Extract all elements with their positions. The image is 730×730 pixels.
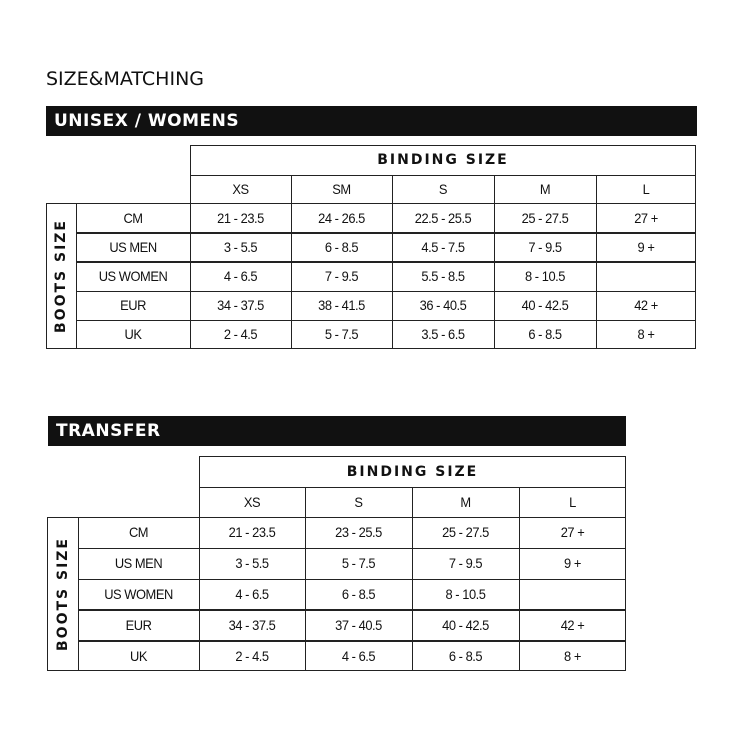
row-label-eur: EUR [125,616,152,633]
table-cell: 27 + [560,524,585,541]
row-label-eur: EUR [120,297,146,314]
grid-line [199,456,200,517]
table-cell [600,261,692,290]
table-cell: 6 - 8.5 [324,238,359,255]
table-cell: 4 - 6.5 [223,267,258,284]
table-cell: 3 - 5.5 [223,238,258,255]
grid-line [76,291,696,292]
table-cell: 2 - 4.5 [223,326,258,343]
page-heading: SIZE&MATCHING [46,68,205,90]
column-header-s: S [438,181,448,197]
table-cell: 6 - 8.5 [528,326,562,343]
table-cell: 7 - 9.5 [324,267,359,284]
grid-line [199,517,200,671]
table-cell: 6 - 8.5 [341,585,376,602]
grid-line [625,456,626,671]
grid-line [78,517,79,671]
table-cell: 34 - 37.5 [217,297,264,314]
table-cell: 25 - 27.5 [442,524,489,541]
grid-line [47,517,48,671]
column-header-m: M [539,181,551,197]
row-label-uk: UK [124,326,142,343]
grid-line [695,145,696,349]
grid-line [199,456,626,457]
column-header-xs: XS [232,181,249,197]
grid-line [76,232,696,233]
table-cell: 42 + [560,616,585,633]
table-cell: 8 + [637,326,655,343]
table-cell: 3 - 5.5 [235,555,269,572]
table-cell: 24 - 26.5 [318,209,365,226]
grid-line [190,145,191,203]
table-cell: 21 - 23.5 [217,209,264,226]
table-cell: 22.5 - 25.5 [414,209,472,226]
grid-line [46,203,47,349]
table-cell: 7 - 9.5 [448,555,483,572]
column-header-l: L [569,494,576,510]
table-cell: 5 - 7.5 [324,326,359,343]
column-header-l: L [642,181,650,197]
grid-line [47,517,626,518]
boots-size-text: BOOTS SIZE [53,219,69,333]
table-cell: 40 - 42.5 [442,616,489,633]
row-label-us-women: US WOMEN [104,585,173,602]
table-cell: 4 - 6.5 [341,647,376,664]
grid-line [46,203,696,204]
table-cell: 40 - 42.5 [521,297,569,314]
table-cell: 6 - 8.5 [448,647,483,664]
table-cell: 9 + [637,238,655,255]
grid-line [47,670,626,671]
section-title-transfer: TRANSFER [48,416,626,446]
grid-line [78,548,626,549]
table-cell: 27 + [634,209,658,226]
boots-size-text: BOOTS SIZE [54,537,71,651]
table-cell: 25 - 27.5 [521,209,569,226]
grid-line [190,203,191,349]
section-title-unisex-womens: UNISEX / WOMENS [46,106,697,136]
grid-line [190,145,696,146]
table-cell: 9 + [564,555,581,572]
column-header-m: M [460,494,471,510]
table-cell: 34 - 37.5 [228,616,276,633]
column-header-xs: XS [243,494,261,510]
grid-line [46,348,696,349]
boots-size-label [47,517,78,671]
grid-line [76,261,696,262]
row-label-cm: CM [128,524,149,541]
row-label-uk: UK [130,647,147,664]
column-header-s: S [354,494,363,510]
grid-line [190,175,696,176]
table-cell: 23 - 25.5 [335,524,382,541]
boots-size-label [46,203,76,349]
table-cell: 21 - 23.5 [228,524,276,541]
table-cell: 37 - 40.5 [335,616,382,633]
column-header-sm: SM [332,181,351,197]
table-cell: 5 - 7.5 [341,555,376,572]
grid-line [78,609,626,610]
grid-line [76,320,696,321]
table-cell: 8 + [564,647,581,664]
table-cell: 42 + [634,297,658,314]
row-label-us-men: US MEN [114,555,163,572]
table-cell: 38 - 41.5 [318,297,365,314]
size-table-unisex-womens [46,145,696,349]
binding-size-label: BINDING SIZE [377,152,509,168]
table-cell: 7 - 9.5 [528,238,562,255]
row-label-us-men: US MEN [109,238,157,255]
table-cell: 8 - 10.5 [524,267,565,284]
row-label-us-women: US WOMEN [98,267,168,284]
table-cell: 4 - 6.5 [235,585,269,602]
table-cell: 2 - 4.5 [235,647,269,664]
size-table-transfer [47,456,627,671]
table-cell [523,579,621,610]
row-label-cm: CM [123,209,143,226]
table-cell: 3.5 - 6.5 [421,326,465,343]
grid-line [78,579,626,580]
table-cell: 4.5 - 7.5 [421,238,465,255]
grid-line [78,640,626,641]
table-cell: 8 - 10.5 [445,585,486,602]
table-cell: 5.5 - 8.5 [421,267,465,284]
binding-size-label: BINDING SIZE [346,463,479,480]
grid-line [76,203,77,349]
table-cell: 36 - 40.5 [419,297,467,314]
